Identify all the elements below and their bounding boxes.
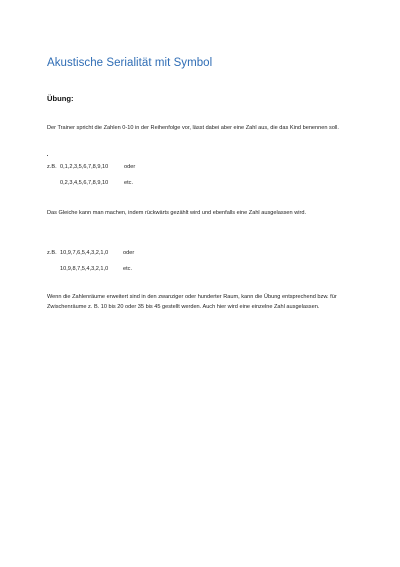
example1-suffix-2: etc. [124,180,134,186]
example2-prefix: z.B. [47,250,57,256]
example1-sequence-1: 0,1,2,3,5,6,7,8,9,10 [60,164,109,170]
example2-suffix-2: etc. [123,266,133,272]
intro-paragraph: Der Trainer spricht die Zahlen 0-10 in der Reihenfolge vor, lässt dabei aber eine Zahl aus, die das Kind benennen soll. [47,125,339,131]
backwards-paragraph: Das Gleiche kann man machen, indem rückwärts gezählt wird und ebenfalls eine Zahl ausgelassen wird. [47,210,307,216]
document-title: Akustische Serialität mit Symbol [47,57,213,69]
exercise-heading: Übung: [47,94,74,103]
extension-paragraph: Wenn die Zahlenräume erweitert sind in den zwanziger oder hunderter Raum, kann die Übung entsprechend bzw. für Zwischenräume z. B. 10 bis 20 oder 35 bis 45 gestellt werden. Auch hier wird eine einzelne Zahl ausgelassen. [47,294,337,310]
stray-mark [47,155,48,156]
example1-prefix: z.B. [47,164,57,170]
example2-sequence-2: 10,9,8,7,5,4,3,2,1,0 [60,266,109,272]
example2-sequence-1: 10,9,7,6,5,4,3,2,1,0 [60,250,109,256]
example1-sequence-2: 0,2,3,4,5,6,7,8,9,10 [60,180,109,186]
example2-suffix-1: oder [123,250,135,256]
example1-suffix-1: oder [124,164,136,170]
